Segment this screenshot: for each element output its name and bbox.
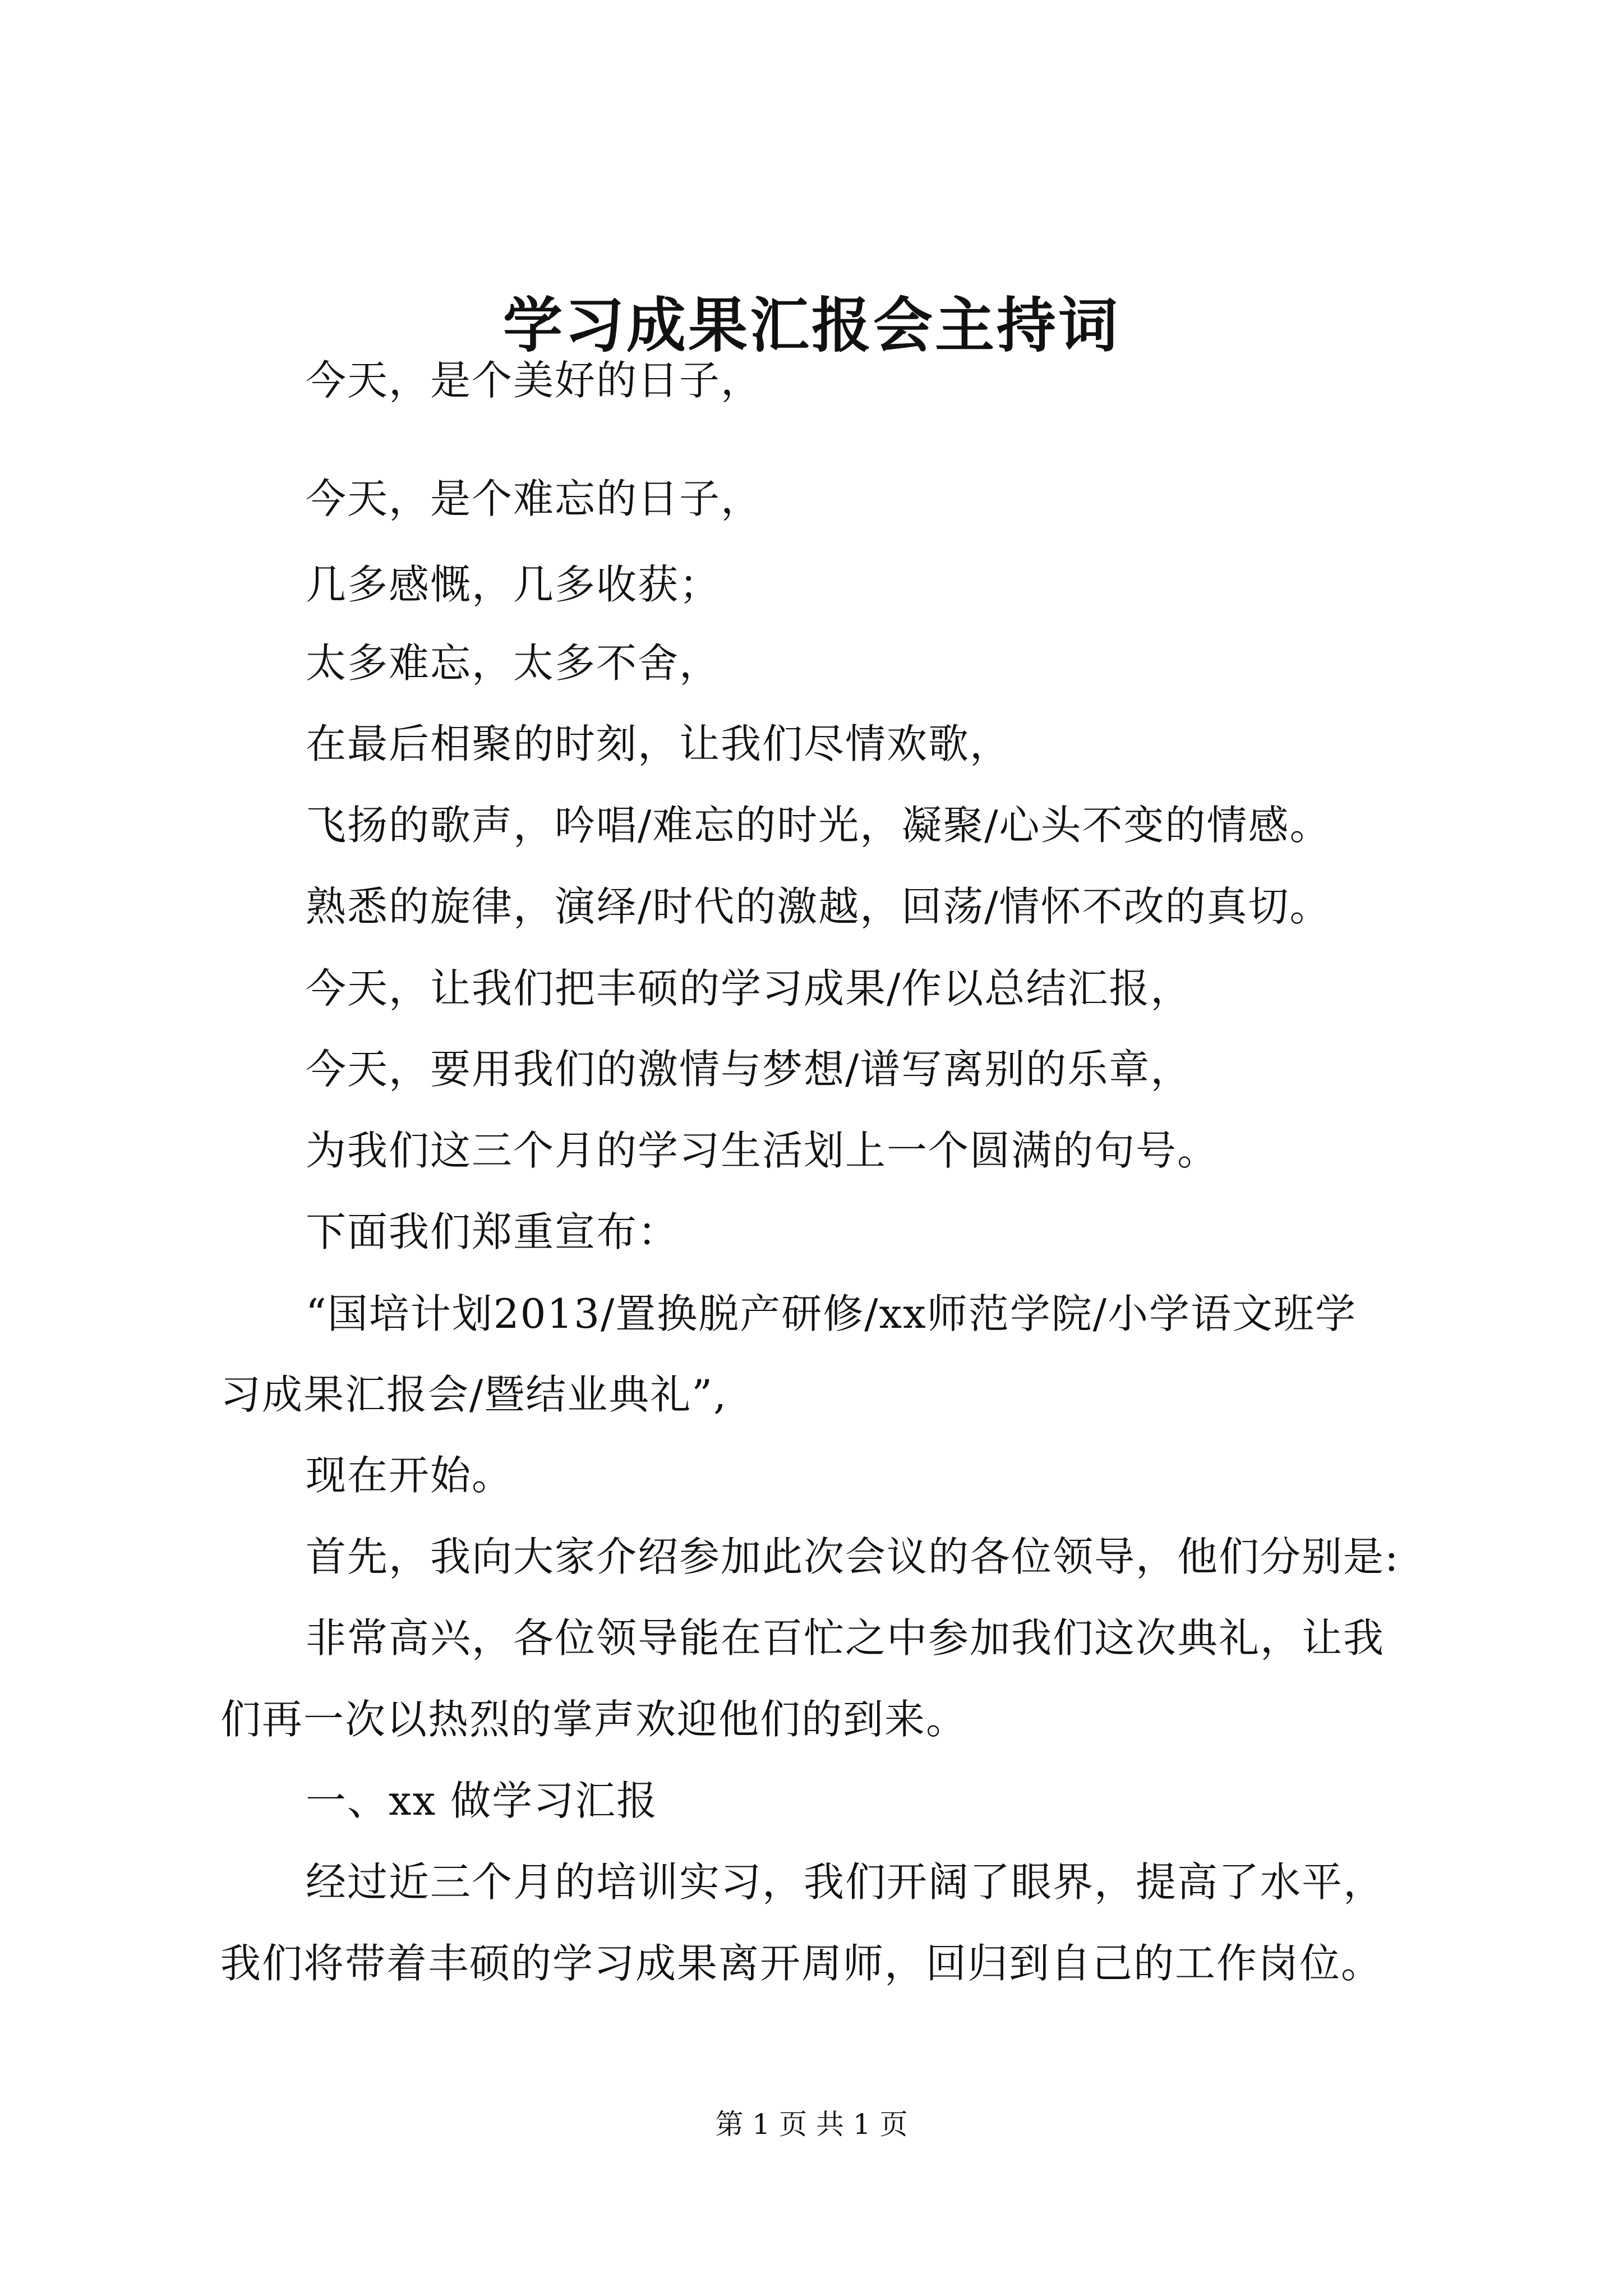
- text-line: 今天，是个难忘的日子，: [306, 475, 763, 522]
- text-line: 经过近三个月的培训实习，我们开阔了眼界，提高了水平，: [306, 1858, 1385, 1906]
- document-title: 学习成果汇报会主持词: [503, 290, 1120, 360]
- text-line: 太多难忘，太多不舍，: [306, 639, 721, 687]
- text-line: 我们将带着丰硕的学习成果离开周师，回归到自己的工作岗位。: [220, 1940, 1383, 1987]
- text-line: 下面我们郑重宣布：: [306, 1208, 680, 1255]
- text-line: 几多感慨，几多收获；: [306, 561, 721, 608]
- text-line: 非常高兴，各位领导能在百忙之中参加我们这次典礼，让我: [306, 1614, 1385, 1662]
- text-line: 在最后相聚的时刻，让我们尽情欢歌，: [306, 720, 1012, 767]
- text-line: 为我们这三个月的学习生活划上一个圆满的句号。: [306, 1127, 1219, 1174]
- text-line: 首先，我向大家介绍参加此次会议的各位领导，他们分别是:: [306, 1533, 1400, 1580]
- text-line: 们再一次以热烈的掌声欢迎他们的到来。: [220, 1696, 968, 1743]
- text-line: 飞扬的歌声，吟唱/难忘的时光，凝聚/心头不变的情感。: [306, 802, 1331, 849]
- text-line: 现在开始。: [306, 1452, 514, 1499]
- text-line: “国培计划2013/置换脱产研修/xx师范学院/小学语文班学: [306, 1290, 1357, 1337]
- text-line: 习成果汇报会/暨结业典礼”,: [220, 1371, 727, 1418]
- text-line: 今天，要用我们的激情与梦想/谱写离别的乐章，: [306, 1046, 1192, 1093]
- text-line: 今天，让我们把丰硕的学习成果/作以总结汇报，: [306, 965, 1192, 1012]
- page-footer: 第 1 页 共 1 页: [715, 2108, 908, 2141]
- text-line: 一、xx 做学习汇报: [306, 1777, 658, 1824]
- text-line: 今天，是个美好的日子，: [306, 357, 763, 404]
- text-line: 熟悉的旋律，演绎/时代的激越，回荡/情怀不改的真切。: [306, 883, 1331, 930]
